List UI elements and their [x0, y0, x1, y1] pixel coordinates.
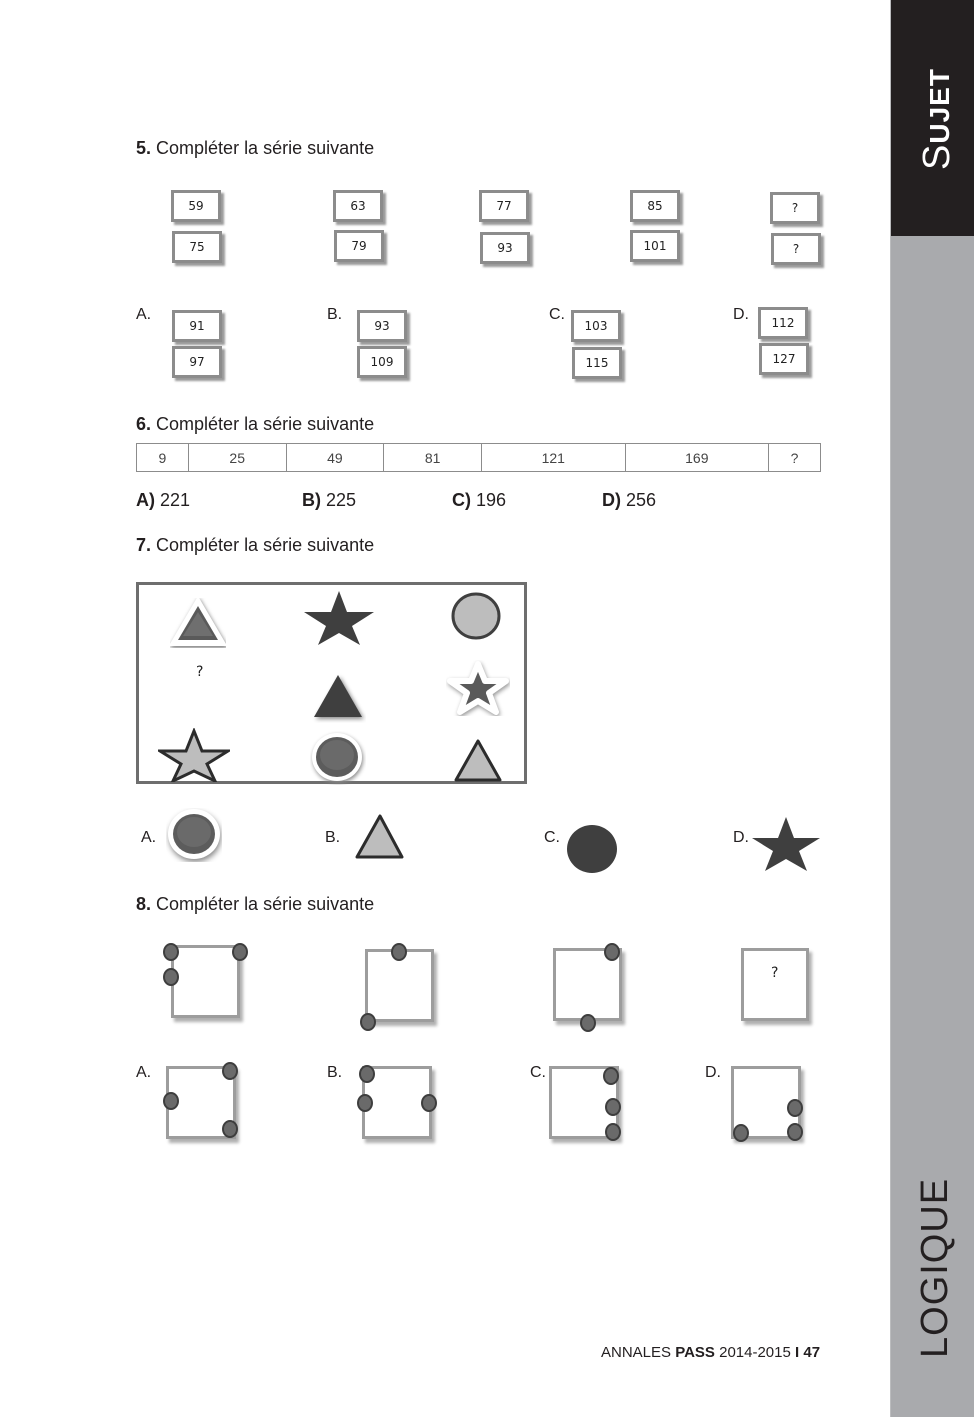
dot-icon [787, 1099, 803, 1117]
q5-option-d-label[interactable]: D. [733, 306, 749, 323]
dot-icon [163, 1092, 179, 1110]
q5-series-2-bottom: 79 [334, 230, 384, 262]
q8-option-c-label[interactable]: C. [530, 1064, 546, 1081]
footer-years: 2014-2015 [714, 1344, 796, 1361]
dot-icon [604, 943, 620, 961]
dot-icon [163, 943, 179, 961]
q6-cell: 81 [384, 444, 482, 472]
triangle-dark-icon [312, 673, 366, 723]
dot-icon [603, 1067, 619, 1085]
q5-series-4-top: 85 [630, 190, 680, 222]
sidebar-label-logique: LOGIQUE [914, 1177, 956, 1358]
q6-cell: 169 [625, 444, 769, 472]
q7-option-a-circle-beveled-haloed-icon[interactable] [166, 808, 222, 862]
dot-icon [357, 1094, 373, 1112]
q6-option-b[interactable] [302, 490, 356, 511]
circle-beveled-haloed-icon [310, 731, 366, 785]
q8-text: Compléter la série suivante [156, 894, 375, 914]
star-dark-icon [302, 589, 376, 647]
q5-text: Compléter la série suivante [156, 138, 375, 158]
footer-brand: PASS [675, 1344, 715, 1361]
q7-number: 7. [136, 535, 152, 555]
q6-cell: 9 [137, 444, 189, 472]
dot-icon [391, 943, 407, 961]
page-footer [601, 1344, 820, 1361]
q5-series-1-top: 59 [171, 190, 221, 222]
q5-series-5-bottom: ? [771, 233, 821, 265]
q8-number: 8. [136, 894, 152, 914]
q5-option-b-label[interactable]: B. [327, 306, 343, 323]
q5-series-1-bottom: 75 [172, 231, 222, 263]
dot-icon [360, 1013, 376, 1031]
q5-series-3-top: 77 [479, 190, 529, 222]
sujet-initial: S [916, 143, 958, 170]
dot-icon [787, 1123, 803, 1141]
sujet-rest: UJET [924, 68, 955, 144]
q7-option-b-label[interactable]: B. [325, 829, 341, 846]
footer-prefix: ANNALES [601, 1344, 676, 1361]
q5-option-a-bottom[interactable]: 97 [172, 346, 222, 378]
star-light-outlined-icon [158, 728, 230, 782]
dot-icon [222, 1120, 238, 1138]
q5-series-4-bottom: 101 [630, 230, 680, 262]
circle-light-outlined-icon [450, 591, 502, 641]
dot-icon [163, 968, 179, 986]
q8-series-square-4-missing [741, 948, 809, 1021]
q6-cell: 25 [188, 444, 286, 472]
sidebar-label-sujet [916, 68, 959, 170]
q5-option-c-label[interactable]: C. [549, 306, 565, 323]
q5-option-a-label[interactable]: A. [136, 306, 152, 323]
q6-option-a[interactable] [136, 490, 190, 511]
q5-option-c-top[interactable]: 103 [571, 310, 621, 342]
q5-series-5-top: ? [770, 192, 820, 224]
q7-option-c-label[interactable]: C. [544, 829, 560, 846]
q5-option-b-bottom[interactable]: 109 [357, 346, 407, 378]
q6-option-c[interactable] [452, 490, 506, 511]
dot-icon [605, 1098, 621, 1116]
q8-title [136, 894, 374, 915]
q5-option-d-bottom[interactable]: 127 [759, 343, 809, 375]
q8-missing-mark: ? [771, 965, 779, 981]
q6-text: Compléter la série suivante [156, 414, 375, 434]
q6-option-a-label: A) [136, 490, 155, 510]
star-beveled-haloed-icon [446, 660, 510, 716]
q6-option-a-value: 221 [160, 490, 191, 510]
q6-number: 6. [136, 414, 152, 434]
q8-series-square-1 [171, 945, 240, 1018]
q6-option-b-value: 225 [326, 490, 357, 510]
dot-icon [421, 1094, 437, 1112]
dot-icon [605, 1123, 621, 1141]
q5-option-d-top[interactable]: 112 [758, 307, 808, 339]
dot-icon [222, 1062, 238, 1080]
q5-series-2-top: 63 [333, 190, 383, 222]
q6-option-d-value: 256 [626, 490, 657, 510]
q5-title [136, 138, 374, 159]
q8-option-a-label[interactable]: A. [136, 1064, 152, 1081]
q7-missing-mark: ? [196, 664, 204, 680]
triangle-light-outlined-icon [454, 738, 504, 784]
q6-option-d[interactable] [602, 490, 656, 511]
q5-number: 5. [136, 138, 152, 158]
q7-option-a-label[interactable]: A. [141, 829, 157, 846]
q6-cell: 121 [481, 444, 625, 472]
q7-text: Compléter la série suivante [156, 535, 375, 555]
q6-option-c-value: 196 [476, 490, 507, 510]
q7-title [136, 535, 374, 556]
q8-option-b-label[interactable]: B. [327, 1064, 343, 1081]
q6-title [136, 414, 374, 435]
q5-option-a-top[interactable]: 91 [172, 310, 222, 342]
q6-cell: 49 [286, 444, 384, 472]
dot-icon [733, 1124, 749, 1142]
q7-option-d-star-dark-icon[interactable] [750, 815, 822, 873]
q6-option-d-label: D) [602, 490, 621, 510]
q5-series-3-bottom: 93 [480, 232, 530, 264]
q5-option-b-top[interactable]: 93 [357, 310, 407, 342]
q8-option-d-label[interactable]: D. [705, 1064, 721, 1081]
q6-option-b-label: B) [302, 490, 321, 510]
q7-option-d-label[interactable]: D. [733, 829, 749, 846]
q7-option-b-triangle-light-outlined-icon[interactable] [354, 813, 406, 861]
q6-cell-missing: ? [769, 444, 821, 472]
triangle-beveled-haloed-icon [170, 598, 226, 648]
dot-icon [232, 943, 248, 961]
q6-sequence-table [136, 443, 821, 472]
q6-option-c-label: C) [452, 490, 471, 510]
dot-icon [580, 1014, 596, 1032]
page-number: I 47 [795, 1344, 821, 1361]
q7-option-c-circle-dark-icon[interactable] [566, 824, 618, 874]
q5-option-c-bottom[interactable]: 115 [572, 347, 622, 379]
dot-icon [359, 1065, 375, 1083]
